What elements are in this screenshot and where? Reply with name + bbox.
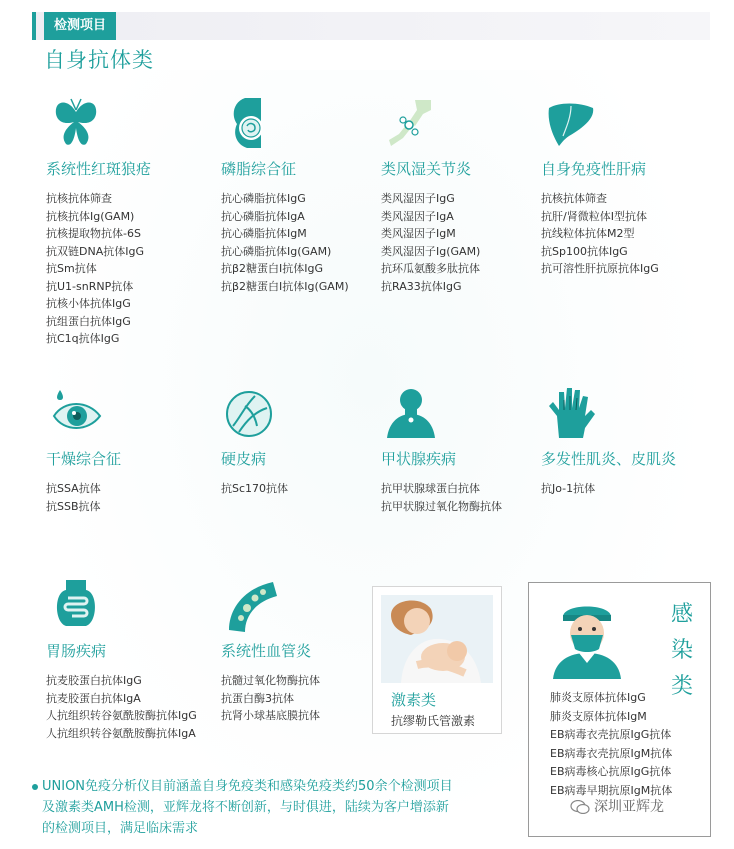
- disease-title: 干燥综合征: [46, 450, 122, 468]
- test-item: 抗Sp100抗体IgG: [541, 244, 628, 258]
- test-item: 抗核抗体筛查: [541, 192, 607, 205]
- disease-title: 胃肠疾病: [46, 642, 107, 660]
- nurse-icon: [549, 599, 625, 679]
- footer-text: UNION免疫分析仪目前涵盖自身免疫类和感染免疫类约50余个检测项目: [42, 779, 453, 794]
- bullet-dot-icon: [32, 784, 38, 790]
- watermark: [570, 796, 664, 816]
- test-item: 抗RA33抗体IgG: [381, 279, 462, 293]
- test-list: [541, 190, 659, 278]
- test-item: 类风湿因子Ig(GAM): [381, 244, 481, 258]
- hormone-title: 激素类: [391, 691, 437, 709]
- test-list: [381, 190, 480, 295]
- infection-title-char: 感: [671, 602, 694, 627]
- test-item: EB病毒衣壳抗原IgM抗体: [550, 746, 673, 760]
- test-list: [221, 190, 349, 295]
- test-item: 抗髓过氧化物酶抗体: [221, 674, 320, 687]
- test-item: EB病毒核心抗原IgG抗体: [550, 765, 672, 778]
- test-list: [46, 480, 101, 515]
- test-item: 抗麦胶蛋白抗体IgA: [46, 691, 141, 705]
- test-list: [221, 672, 320, 725]
- test-item: 抗Sm抗体: [46, 262, 97, 275]
- disease-title: 甲状腺疾病: [381, 450, 457, 468]
- test-item: 人抗组织转谷氨酰胺酶抗体IgG: [46, 709, 197, 722]
- vessel-icon: [225, 578, 277, 632]
- test-item: 抗双链DNA抗体IgG: [46, 244, 144, 258]
- mother-baby-photo: [381, 595, 493, 683]
- page-title: 自身抗体类: [44, 48, 154, 72]
- disease-title: 磷脂综合征: [221, 160, 297, 178]
- test-item: 抗心磷脂抗体IgA: [221, 209, 305, 223]
- disease-title: 自身免疫性肝病: [541, 160, 647, 178]
- test-item: 抗SSA抗体: [46, 482, 101, 495]
- test-list: [221, 480, 288, 498]
- test-list: [46, 190, 144, 348]
- wechat-icon: [570, 800, 590, 814]
- test-item: 抗心磷脂抗体Ig(GAM): [221, 244, 332, 258]
- test-item: 抗肝/肾微粒体I型抗体: [541, 209, 647, 223]
- test-list: [46, 672, 197, 742]
- test-item: 肺炎支原体抗体IgM: [550, 709, 647, 723]
- butterfly-icon: [50, 96, 102, 150]
- test-item: 抗心磷脂抗体IgM: [221, 227, 307, 240]
- footer-line: 的检测项目，满足临床需求: [42, 821, 199, 836]
- test-item: 抗肾小球基底膜抗体: [221, 709, 320, 722]
- test-item: 类风湿因子IgA: [381, 209, 454, 223]
- test-item: 抗核提取物抗体-6S: [46, 227, 141, 240]
- disease-title: 系统性血管炎: [221, 642, 312, 660]
- disease-title: 系统性红斑狼疮: [46, 160, 152, 178]
- eye-icon: [50, 386, 102, 440]
- pregnancy-icon: [225, 96, 277, 150]
- header-tag: 检测项目: [44, 12, 116, 40]
- infection-title-char: 染: [671, 638, 694, 663]
- test-item: 抗线粒体抗体M2型: [541, 227, 635, 240]
- test-item: 抗Jo-1抗体: [541, 482, 596, 495]
- footer-line: 及激素类AMH检测，亚辉龙将不断创新，与时俱进，陆续为客户增添新: [42, 800, 449, 815]
- intestine-icon: [50, 578, 102, 632]
- infection-title: [671, 597, 693, 705]
- test-list: [381, 480, 502, 515]
- test-item: 抗甲状腺球蛋白抗体: [381, 482, 480, 495]
- joint-icon: [385, 96, 437, 150]
- test-item: 类风湿因子IgG: [381, 192, 455, 205]
- test-item: 抗Sc170抗体: [221, 482, 289, 495]
- test-item: 抗β2糖蛋白I抗体Ig(GAM): [221, 279, 349, 293]
- test-list: [541, 480, 595, 498]
- test-item: 抗环瓜氨酸多肽抗体: [381, 262, 480, 275]
- footer-note: [32, 776, 512, 839]
- test-item: EB病毒衣壳抗原IgG抗体: [550, 728, 672, 741]
- hormone-test-item: 抗缪勒氏管激素: [391, 714, 476, 728]
- hand-icon: [545, 386, 597, 440]
- test-item: 抗C1q抗体IgG: [46, 332, 120, 345]
- watermark-text: 深圳亚辉龙: [594, 799, 664, 815]
- thyroid-icon: [385, 386, 437, 440]
- infection-test-list: [550, 689, 672, 800]
- test-item: 抗麦胶蛋白抗体IgG: [46, 674, 142, 687]
- test-item: 抗心磷脂抗体IgG: [221, 192, 306, 205]
- infection-title-char: 类: [671, 674, 694, 699]
- disease-title: 类风湿关节炎: [381, 160, 472, 178]
- liver-icon: [545, 96, 597, 150]
- test-item: 抗核抗体筛查: [46, 192, 112, 205]
- disease-title: 硬皮病: [221, 450, 267, 468]
- test-item: 抗蛋白酶3抗体: [221, 691, 294, 705]
- test-item: 抗U1-snRNP抗体: [46, 279, 134, 293]
- test-item: 抗β2糖蛋白I抗体IgG: [221, 262, 324, 275]
- section-header: [32, 12, 710, 40]
- test-item: 抗SSB抗体: [46, 499, 101, 513]
- test-item: 抗组蛋白抗体IgG: [46, 314, 131, 328]
- test-item: 人抗组织转谷氨酰胺酶抗体IgA: [46, 726, 196, 740]
- test-item: 类风湿因子IgM: [381, 227, 456, 240]
- footer-line: [32, 776, 512, 797]
- test-item: 抗核小体抗体IgG: [46, 297, 131, 310]
- hormone-card: [372, 586, 502, 734]
- skin-icon: [225, 386, 277, 440]
- test-item: 抗甲状腺过氧化物酶抗体: [381, 499, 502, 513]
- test-item: EB病毒早期抗原IgM抗体: [550, 783, 673, 797]
- test-item: 抗可溶性肝抗原抗体IgG: [541, 262, 659, 275]
- header-accent-bar: [32, 12, 36, 40]
- disease-title: 多发性肌炎、皮肌炎: [541, 450, 677, 468]
- test-item: 肺炎支原体抗体IgG: [550, 691, 646, 704]
- test-item: 抗核抗体Ig(GAM): [46, 209, 135, 223]
